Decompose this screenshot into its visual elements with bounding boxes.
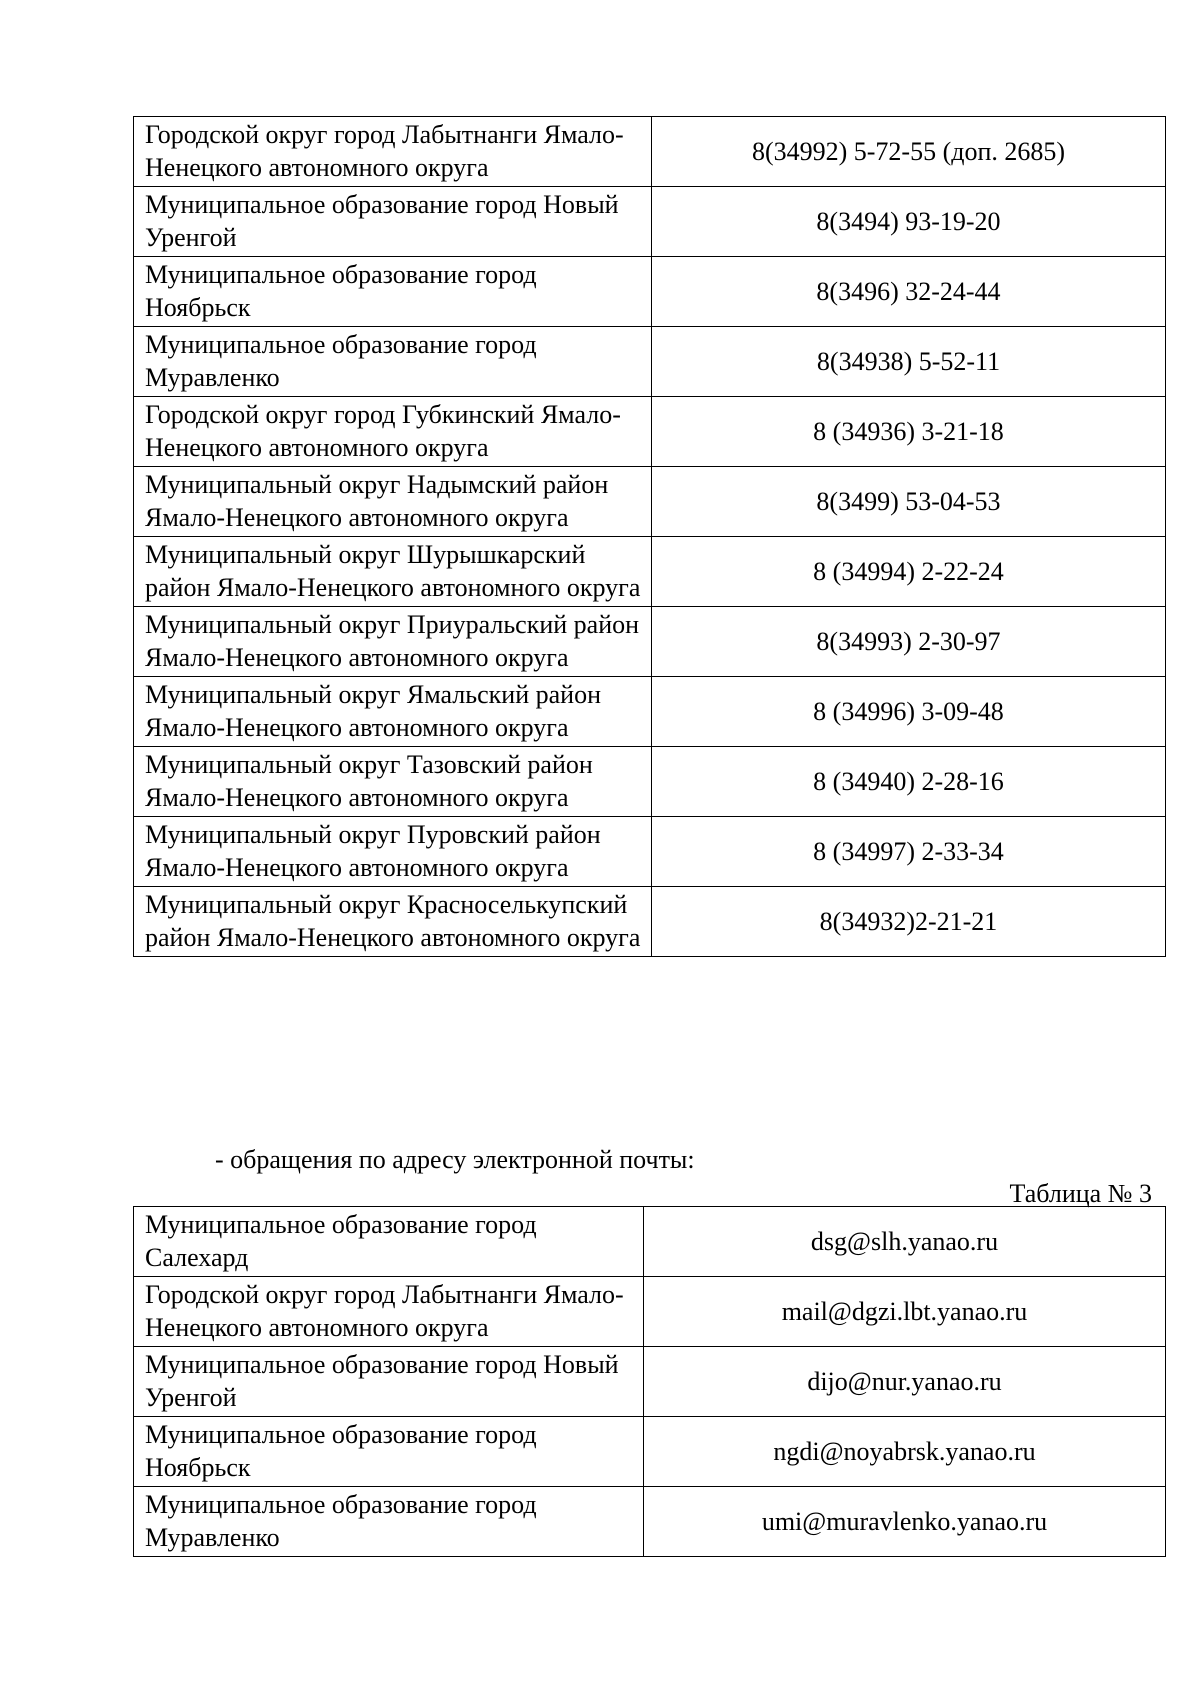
table-row <box>134 607 1166 677</box>
municipality-name: Муниципальный округ Шурышкарский район Ямало-Ненецкого автономного округа <box>134 537 652 607</box>
municipality-name: Муниципальный округ Красноселькупский район Ямало-Ненецкого автономного округа <box>134 887 652 957</box>
phone-number: 8(3499) 53-04-53 <box>652 467 1166 537</box>
municipality-name: Муниципальное образование город Ноябрьск <box>134 257 652 327</box>
municipality-name: Муниципальное образование город Салехард <box>134 1207 644 1277</box>
municipality-name: Муниципальный округ Пуровский район Ямало-Ненецкого автономного округа <box>134 817 652 887</box>
table-row <box>134 1277 1166 1347</box>
phone-number: 8 (34936) 3-21-18 <box>652 397 1166 467</box>
email-address: dsg@slh.yanao.ru <box>644 1207 1166 1277</box>
municipality-name: Муниципальный округ Тазовский район Ямало-Ненецкого автономного округа <box>134 747 652 817</box>
table-row <box>134 257 1166 327</box>
phone-number: 8(34938) 5-52-11 <box>652 327 1166 397</box>
phone-number: 8(3496) 32-24-44 <box>652 257 1166 327</box>
email-section-intro: - обращения по адресу электронной почты: <box>215 1145 695 1174</box>
phone-number: 8 (34940) 2-28-16 <box>652 747 1166 817</box>
table-row <box>134 467 1166 537</box>
table-row <box>134 677 1166 747</box>
table-row <box>134 1487 1166 1557</box>
email-address: dijo@nur.yanao.ru <box>644 1347 1166 1417</box>
table-row <box>134 327 1166 397</box>
email-address: mail@dgzi.lbt.yanao.ru <box>644 1277 1166 1347</box>
table-row <box>134 817 1166 887</box>
phone-number: 8 (34996) 3-09-48 <box>652 677 1166 747</box>
email-contacts-table <box>133 1206 1166 1557</box>
email-address: ngdi@noyabrsk.yanao.ru <box>644 1417 1166 1487</box>
municipality-name: Муниципальное образование город Новый Уренгой <box>134 1347 644 1417</box>
table-row <box>134 117 1166 187</box>
table-row <box>134 887 1166 957</box>
email-address: umi@muravlenko.yanao.ru <box>644 1487 1166 1557</box>
table-caption: Таблица № 3 <box>1009 1179 1152 1208</box>
municipality-name: Муниципальное образование город Муравленко <box>134 327 652 397</box>
municipality-name: Муниципальный округ Надымский район Ямало-Ненецкого автономного округа <box>134 467 652 537</box>
table-row <box>134 1347 1166 1417</box>
table-row <box>134 1207 1166 1277</box>
table-row <box>134 397 1166 467</box>
municipality-name: Муниципальный округ Ямальский район Ямало-Ненецкого автономного округа <box>134 677 652 747</box>
phone-number: 8 (34997) 2-33-34 <box>652 817 1166 887</box>
phone-number: 8 (34994) 2-22-24 <box>652 537 1166 607</box>
municipality-name: Муниципальное образование город Новый Уренгой <box>134 187 652 257</box>
municipality-name: Муниципальное образование город Ноябрьск <box>134 1417 644 1487</box>
phone-number: 8(3494) 93-19-20 <box>652 187 1166 257</box>
phone-number: 8(34932)2-21-21 <box>652 887 1166 957</box>
phone-contacts-table <box>133 116 1166 957</box>
table-row <box>134 187 1166 257</box>
phone-number: 8(34992) 5-72-55 (доп. 2685) <box>652 117 1166 187</box>
municipality-name: Городской округ город Лабытнанги Ямало-Ненецкого автономного округа <box>134 117 652 187</box>
municipality-name: Городской округ город Губкинский Ямало-Ненецкого автономного округа <box>134 397 652 467</box>
municipality-name: Муниципальный округ Приуральский район Ямало-Ненецкого автономного округа <box>134 607 652 677</box>
municipality-name: Городской округ город Лабытнанги Ямало-Ненецкого автономного округа <box>134 1277 644 1347</box>
municipality-name: Муниципальное образование город Муравленко <box>134 1487 644 1557</box>
phone-number: 8(34993) 2-30-97 <box>652 607 1166 677</box>
table-row <box>134 1417 1166 1487</box>
table-row <box>134 537 1166 607</box>
table-row <box>134 747 1166 817</box>
